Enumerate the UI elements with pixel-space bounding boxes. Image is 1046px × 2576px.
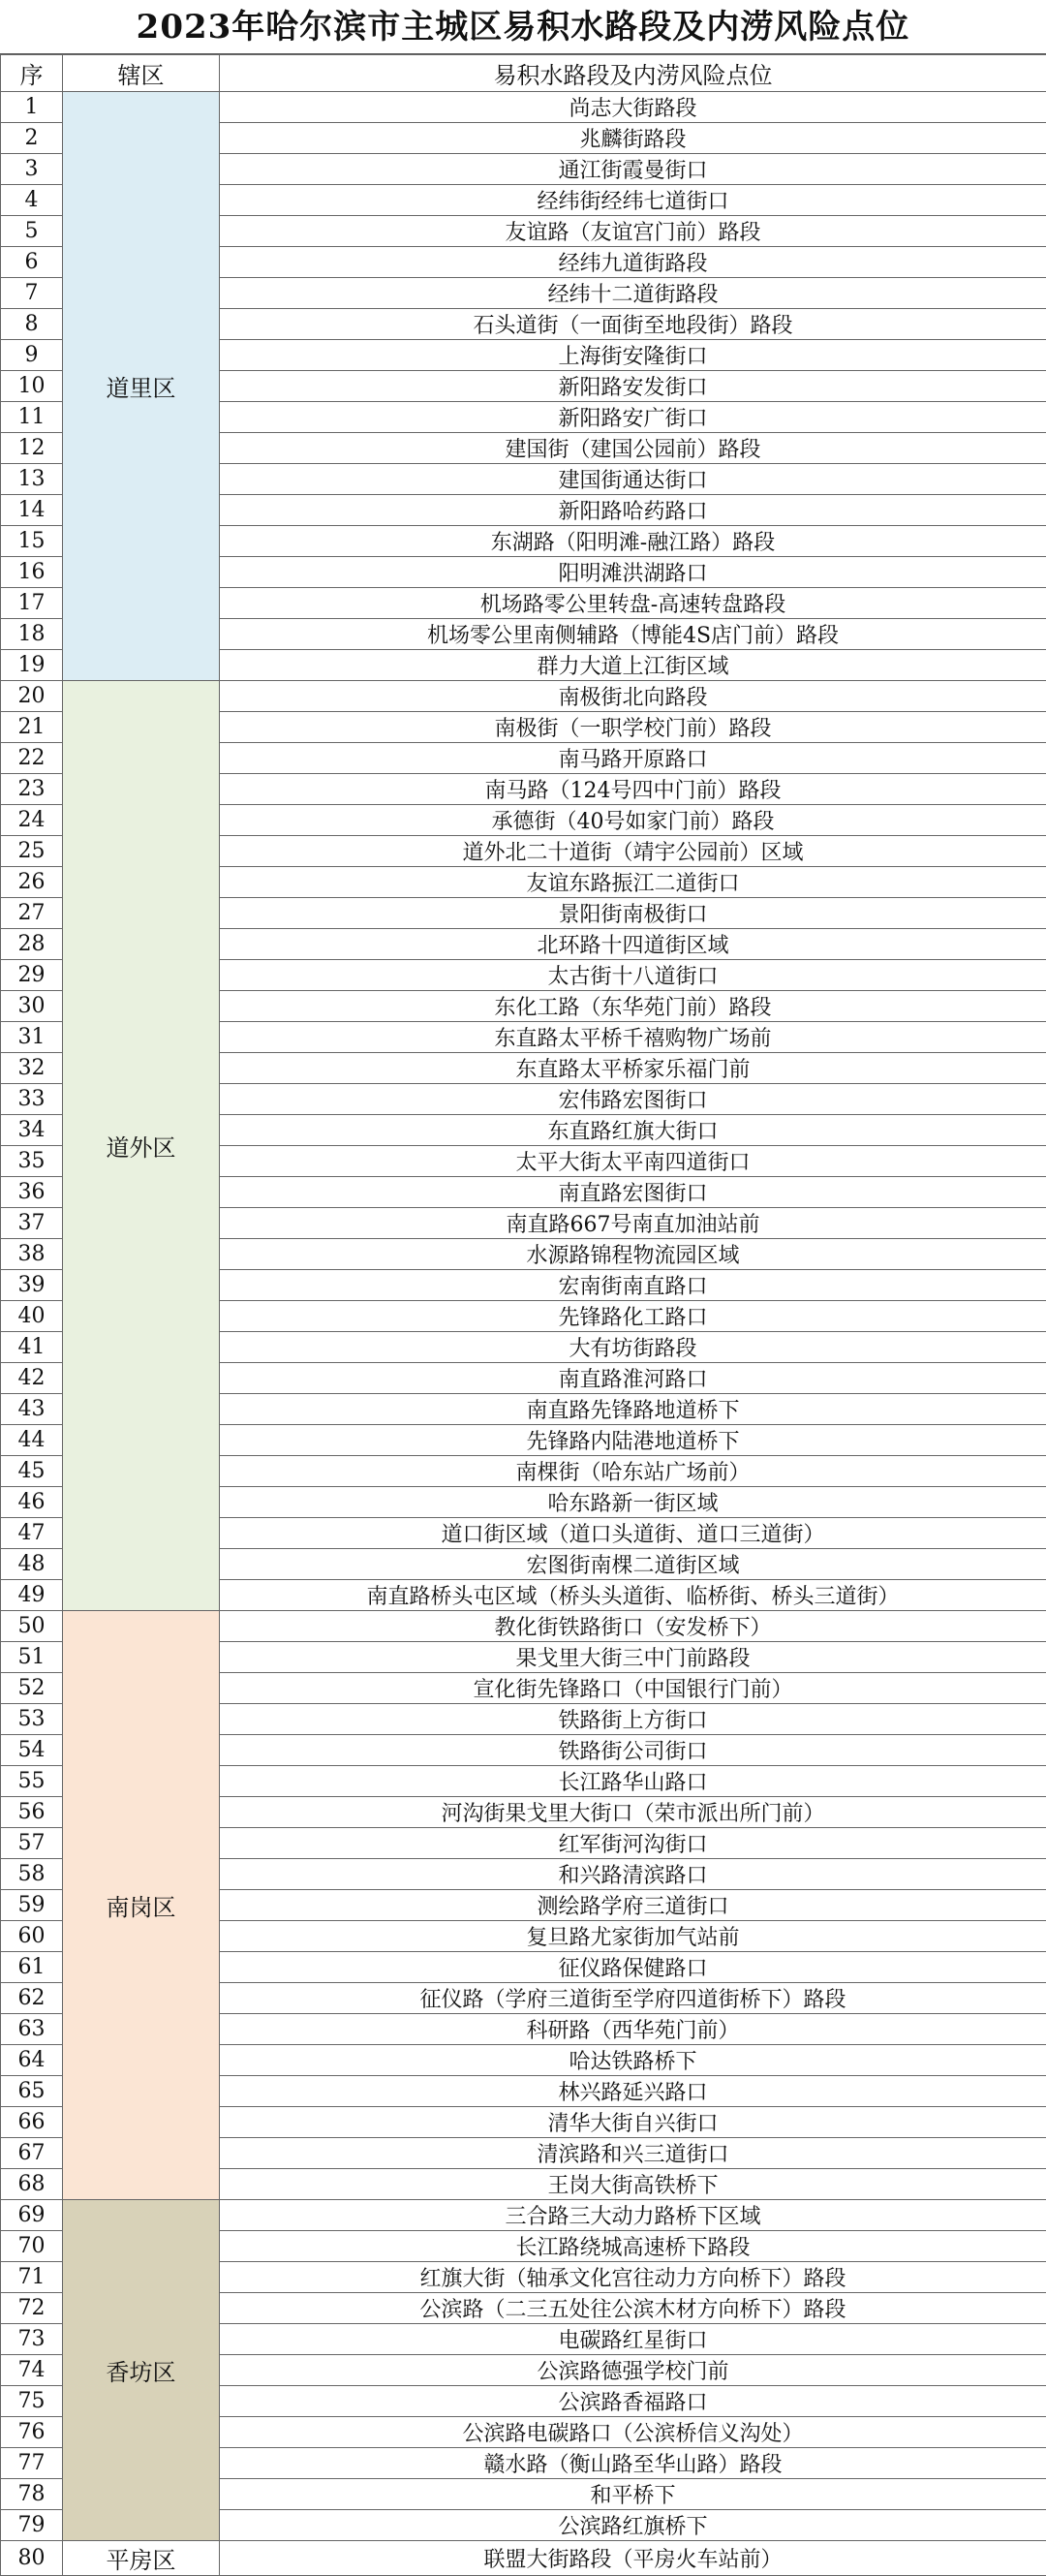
row-index: 29 <box>1 960 63 991</box>
row-location: 先锋路内陆港地道桥下 <box>220 1425 1046 1456</box>
row-index: 8 <box>1 309 63 340</box>
row-location: 南直路先锋路地道桥下 <box>220 1394 1046 1425</box>
row-location: 南直路淮河路口 <box>220 1363 1046 1394</box>
row-index: 68 <box>1 2169 63 2200</box>
row-location: 经纬九道街路段 <box>220 247 1046 278</box>
row-location: 电碳路红星街口 <box>220 2324 1046 2355</box>
row-location: 红旗大街（轴承文化宫往动力方向桥下）路段 <box>220 2262 1046 2293</box>
row-index: 46 <box>1 1487 63 1518</box>
row-index: 37 <box>1 1208 63 1239</box>
row-index: 25 <box>1 836 63 867</box>
row-index: 70 <box>1 2231 63 2262</box>
row-index: 35 <box>1 1146 63 1177</box>
row-location: 建国街通达街口 <box>220 464 1046 495</box>
row-location: 兆麟街路段 <box>220 123 1046 154</box>
row-location: 南马路（124号四中门前）路段 <box>220 774 1046 805</box>
row-index: 20 <box>1 681 63 712</box>
row-location: 长江路绕城高速桥下路段 <box>220 2231 1046 2262</box>
row-index: 32 <box>1 1053 63 1084</box>
row-location: 南直路宏图街口 <box>220 1177 1046 1208</box>
row-location: 红军街河沟街口 <box>220 1828 1046 1859</box>
row-index: 75 <box>1 2386 63 2417</box>
row-location: 赣水路（衡山路至华山路）路段 <box>220 2448 1046 2479</box>
row-location: 清滨路和兴三道街口 <box>220 2138 1046 2169</box>
row-index: 16 <box>1 557 63 588</box>
district-cell: 道外区 <box>63 681 220 1611</box>
row-index: 80 <box>1 2541 63 2576</box>
row-index: 4 <box>1 185 63 216</box>
row-index: 59 <box>1 1890 63 1921</box>
row-index: 51 <box>1 1642 63 1673</box>
row-location: 道外北二十道街（靖宇公园前）区域 <box>220 836 1046 867</box>
row-index: 66 <box>1 2107 63 2138</box>
risk-table <box>0 54 1046 2576</box>
district-cell: 道里区 <box>63 92 220 681</box>
row-index: 69 <box>1 2200 63 2231</box>
row-location: 河沟街果戈里大街口（荣市派出所门前） <box>220 1797 1046 1828</box>
row-location: 南直路667号南直加油站前 <box>220 1208 1046 1239</box>
row-index: 12 <box>1 433 63 464</box>
row-index: 73 <box>1 2324 63 2355</box>
row-location: 东直路太平桥千禧购物广场前 <box>220 1022 1046 1053</box>
row-location: 北环路十四道街区域 <box>220 929 1046 960</box>
row-location: 上海街安隆街口 <box>220 340 1046 371</box>
row-index: 77 <box>1 2448 63 2479</box>
row-index: 24 <box>1 805 63 836</box>
row-index: 47 <box>1 1518 63 1549</box>
table-row <box>1 2200 1046 2231</box>
row-index: 34 <box>1 1115 63 1146</box>
row-location: 南马路开原路口 <box>220 743 1046 774</box>
row-index: 43 <box>1 1394 63 1425</box>
row-index: 44 <box>1 1425 63 1456</box>
row-index: 21 <box>1 712 63 743</box>
row-location: 友谊东路振江二道街口 <box>220 867 1046 898</box>
row-location: 南直路桥头屯区域（桥头头道街、临桥街、桥头三道街） <box>220 1580 1046 1611</box>
row-index: 40 <box>1 1301 63 1332</box>
district-cell: 南岗区 <box>63 1611 220 2200</box>
row-index: 62 <box>1 1983 63 2014</box>
row-location: 新阳路哈药路口 <box>220 495 1046 526</box>
row-index: 50 <box>1 1611 63 1642</box>
header-location: 易积水路段及内涝风险点位 <box>220 55 1046 92</box>
row-location: 经纬街经纬七道街口 <box>220 185 1046 216</box>
row-location: 哈东路新一街区域 <box>220 1487 1046 1518</box>
row-location: 景阳街南极街口 <box>220 898 1046 929</box>
row-location: 东湖路（阳明滩-融江路）路段 <box>220 526 1046 557</box>
row-location: 宏南街南直路口 <box>220 1270 1046 1301</box>
row-location: 东直路红旗大街口 <box>220 1115 1046 1146</box>
row-location: 三合路三大动力路桥下区域 <box>220 2200 1046 2231</box>
row-location: 太平大街太平南四道街口 <box>220 1146 1046 1177</box>
row-location: 宏图街南棵二道街区域 <box>220 1549 1046 1580</box>
row-location: 石头道街（一面街至地段街）路段 <box>220 309 1046 340</box>
row-index: 64 <box>1 2045 63 2076</box>
row-index: 54 <box>1 1735 63 1766</box>
row-location: 南极街北向路段 <box>220 681 1046 712</box>
row-location: 机场路零公里转盘-高速转盘路段 <box>220 588 1046 619</box>
row-index: 55 <box>1 1766 63 1797</box>
row-location: 宣化街先锋路口（中国银行门前） <box>220 1673 1046 1704</box>
row-location: 公滨路香福路口 <box>220 2386 1046 2417</box>
row-location: 机场零公里南侧辅路（博能4S店门前）路段 <box>220 619 1046 650</box>
row-index: 67 <box>1 2138 63 2169</box>
row-index: 33 <box>1 1084 63 1115</box>
row-location: 南棵街（哈东站广场前） <box>220 1456 1046 1487</box>
row-index: 15 <box>1 526 63 557</box>
row-location: 长江路华山路口 <box>220 1766 1046 1797</box>
row-location: 大有坊街路段 <box>220 1332 1046 1363</box>
row-index: 13 <box>1 464 63 495</box>
row-index: 65 <box>1 2076 63 2107</box>
row-index: 39 <box>1 1270 63 1301</box>
row-location: 公滨路电碳路口（公滨桥信义沟处） <box>220 2417 1046 2448</box>
table-header-row <box>1 55 1046 92</box>
row-location: 征仪路保健路口 <box>220 1952 1046 1983</box>
row-location: 王岗大街高铁桥下 <box>220 2169 1046 2200</box>
row-index: 57 <box>1 1828 63 1859</box>
row-location: 阳明滩洪湖路口 <box>220 557 1046 588</box>
row-index: 18 <box>1 619 63 650</box>
row-location: 科研路（西华苑门前） <box>220 2014 1046 2045</box>
row-index: 31 <box>1 1022 63 1053</box>
row-index: 76 <box>1 2417 63 2448</box>
row-location: 测绘路学府三道街口 <box>220 1890 1046 1921</box>
row-location: 经纬十二道街路段 <box>220 278 1046 309</box>
row-location: 清华大街自兴街口 <box>220 2107 1046 2138</box>
row-location: 哈达铁路桥下 <box>220 2045 1046 2076</box>
row-index: 38 <box>1 1239 63 1270</box>
district-cell: 平房区 <box>63 2541 220 2576</box>
table-body <box>1 92 1046 2576</box>
row-location: 道口街区域（道口头道街、道口三道街） <box>220 1518 1046 1549</box>
row-index: 30 <box>1 991 63 1022</box>
row-index: 9 <box>1 340 63 371</box>
table-row <box>1 92 1046 123</box>
row-location: 先锋路化工路口 <box>220 1301 1046 1332</box>
row-index: 74 <box>1 2355 63 2386</box>
row-index: 45 <box>1 1456 63 1487</box>
row-location: 教化街铁路街口（安发桥下） <box>220 1611 1046 1642</box>
table-row <box>1 2541 1046 2576</box>
row-index: 28 <box>1 929 63 960</box>
row-index: 2 <box>1 123 63 154</box>
row-index: 10 <box>1 371 63 402</box>
row-index: 11 <box>1 402 63 433</box>
row-location: 友谊路（友谊宫门前）路段 <box>220 216 1046 247</box>
row-location: 太古街十八道街口 <box>220 960 1046 991</box>
row-index: 71 <box>1 2262 63 2293</box>
row-index: 5 <box>1 216 63 247</box>
row-index: 1 <box>1 92 63 123</box>
row-index: 14 <box>1 495 63 526</box>
row-location: 建国街（建国公园前）路段 <box>220 433 1046 464</box>
row-location: 征仪路（学府三道街至学府四道街桥下）路段 <box>220 1983 1046 2014</box>
row-index: 7 <box>1 278 63 309</box>
row-index: 6 <box>1 247 63 278</box>
row-location: 水源路锦程物流园区域 <box>220 1239 1046 1270</box>
row-index: 19 <box>1 650 63 681</box>
row-index: 56 <box>1 1797 63 1828</box>
row-index: 26 <box>1 867 63 898</box>
header-index: 序 <box>1 55 63 92</box>
row-index: 63 <box>1 2014 63 2045</box>
row-location: 铁路街公司街口 <box>220 1735 1046 1766</box>
row-index: 22 <box>1 743 63 774</box>
row-location: 承德街（40号如家门前）路段 <box>220 805 1046 836</box>
row-location: 通江街霞曼街口 <box>220 154 1046 185</box>
row-location: 群力大道上江街区域 <box>220 650 1046 681</box>
row-location: 东化工路（东华苑门前）路段 <box>220 991 1046 1022</box>
row-index: 52 <box>1 1673 63 1704</box>
row-location: 东直路太平桥家乐福门前 <box>220 1053 1046 1084</box>
row-location: 尚志大街路段 <box>220 92 1046 123</box>
row-index: 27 <box>1 898 63 929</box>
row-index: 78 <box>1 2479 63 2510</box>
table-row <box>1 681 1046 712</box>
row-index: 48 <box>1 1549 63 1580</box>
row-index: 17 <box>1 588 63 619</box>
row-index: 42 <box>1 1363 63 1394</box>
row-index: 58 <box>1 1859 63 1890</box>
page-title: 2023年哈尔滨市主城区易积水路段及内涝风险点位 <box>0 0 1046 54</box>
district-cell: 香坊区 <box>63 2200 220 2541</box>
row-index: 3 <box>1 154 63 185</box>
row-index: 41 <box>1 1332 63 1363</box>
row-location: 宏伟路宏图街口 <box>220 1084 1046 1115</box>
row-location: 联盟大街路段（平房火车站前） <box>220 2541 1046 2576</box>
row-location: 公滨路德强学校门前 <box>220 2355 1046 2386</box>
row-location: 和平桥下 <box>220 2479 1046 2510</box>
row-location: 新阳路安发街口 <box>220 371 1046 402</box>
row-index: 53 <box>1 1704 63 1735</box>
row-location: 铁路街上方街口 <box>220 1704 1046 1735</box>
row-location: 南极街（一职学校门前）路段 <box>220 712 1046 743</box>
row-index: 49 <box>1 1580 63 1611</box>
row-location: 林兴路延兴路口 <box>220 2076 1046 2107</box>
row-location: 果戈里大街三中门前路段 <box>220 1642 1046 1673</box>
row-location: 新阳路安广街口 <box>220 402 1046 433</box>
table-row <box>1 1611 1046 1642</box>
row-index: 36 <box>1 1177 63 1208</box>
row-location: 公滨路红旗桥下 <box>220 2510 1046 2541</box>
row-index: 61 <box>1 1952 63 1983</box>
row-location: 复旦路尤家街加气站前 <box>220 1921 1046 1952</box>
row-index: 79 <box>1 2510 63 2541</box>
row-location: 公滨路（二三五处往公滨木材方向桥下）路段 <box>220 2293 1046 2324</box>
header-district: 辖区 <box>63 55 220 92</box>
row-index: 60 <box>1 1921 63 1952</box>
row-index: 23 <box>1 774 63 805</box>
row-index: 72 <box>1 2293 63 2324</box>
row-location: 和兴路清滨路口 <box>220 1859 1046 1890</box>
